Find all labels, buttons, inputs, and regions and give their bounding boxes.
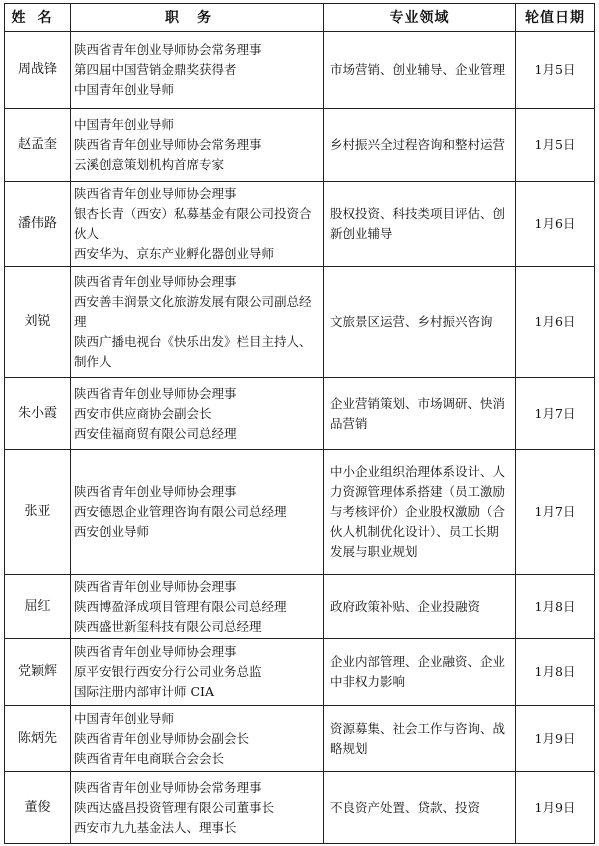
table-row	[5, 378, 595, 450]
title-line: 陕西省青年创业导师协会理事	[74, 644, 237, 659]
title-line: 陕西省青年创业导师协会理事	[74, 578, 237, 594]
header-field: 专业领域	[324, 4, 516, 32]
title-line: 云溪创意策划机构首席专家	[74, 157, 225, 172]
title-line: 中国青年创业导师	[74, 117, 175, 132]
title-line: 陕西省青年创业导师协会常务理事	[74, 42, 262, 57]
cell-date: 1月9日	[516, 772, 595, 844]
cell-titles	[71, 575, 324, 639]
cell-field: 企业内部管理、企业融资、企业中非权力影响	[324, 639, 516, 706]
table-body	[5, 32, 595, 844]
table-row	[5, 267, 595, 378]
cell-date: 1月6日	[516, 182, 595, 267]
header-title: 职务	[71, 4, 324, 32]
title-line: 西安德恩企业管理咨询有限公司总经理	[74, 504, 287, 519]
cell-name: 周战锋	[5, 32, 71, 109]
title-line: 陕西达盛昌投资管理有限公司董事长	[74, 799, 275, 815]
cell-field: 中小企业组织治理体系设计、人力资源管理体系搭建（员工激励与考核评价）企业股权激励（合伙人机制优化设计）、员工长期发展与职业规划	[324, 450, 516, 575]
cell-name: 张亚	[5, 450, 71, 575]
table-row	[5, 575, 595, 639]
table-header-row	[5, 4, 595, 32]
cell-titles	[71, 706, 324, 772]
title-line: 西安创业导师	[74, 524, 150, 539]
cell-titles	[71, 32, 324, 109]
table-row	[5, 182, 595, 267]
title-line: 陕西盛世新玺科技有限公司总经理	[74, 618, 262, 634]
table-row	[5, 32, 595, 109]
title-line: 陕西省青年创业导师协会理事	[74, 186, 237, 201]
title-line: 国际注册内部审计师 CIA	[74, 684, 215, 699]
cell-name: 朱小霞	[5, 378, 71, 450]
cell-name: 陈炳先	[5, 706, 71, 772]
title-line: 西安佳福商贸有限公司总经理	[74, 425, 237, 441]
cell-titles	[71, 182, 324, 267]
cell-date: 1月5日	[516, 109, 595, 182]
cell-titles	[71, 267, 324, 378]
cell-name: 赵孟奎	[5, 109, 71, 182]
cell-field: 政府政策补贴、企业投融资	[324, 575, 516, 639]
cell-field: 市场营销、创业辅导、企业管理	[324, 32, 516, 109]
cell-field: 企业营销策划、市场调研、快消品营销	[324, 378, 516, 450]
cell-name: 党颖辉	[5, 639, 71, 706]
title-line: 陕西省青年创业导师协会副会长	[74, 730, 250, 746]
title-line: 陕西广播电视台《快乐出发》栏目主持人、制作人	[74, 334, 312, 369]
document-page	[4, 3, 595, 844]
cell-date: 1月6日	[516, 267, 595, 378]
title-line: 西安市供应商协会副会长	[74, 405, 212, 421]
cell-name: 董俊	[5, 772, 71, 844]
cell-date: 1月8日	[516, 575, 595, 639]
table-row	[5, 706, 595, 772]
title-line: 第四届中国营销金鼎奖获得者	[74, 62, 237, 77]
title-line: 陕西省青年创业导师协会理事	[74, 385, 237, 401]
cell-date: 1月9日	[516, 706, 595, 772]
title-line: 陕西省青年创业导师协会理事	[74, 484, 237, 499]
cell-field: 股权投资、科技类项目评估、创新创业辅导	[324, 182, 516, 267]
header-date: 轮值日期	[516, 4, 595, 32]
title-line: 西安市九九基金法人、理事长	[74, 819, 237, 835]
title-line: 陕西省青年创业导师协会理事	[74, 274, 237, 289]
title-line: 西安华为、京东产业孵化器创业导师	[74, 246, 275, 261]
title-line: 银杏长青（西安）私募基金有限公司投资合伙人	[74, 206, 312, 241]
title-line: 陕西省青年电商联合会会长	[74, 750, 225, 766]
table-row	[5, 772, 595, 844]
title-line: 陕西省青年创业导师协会常务理事	[74, 137, 262, 152]
cell-field: 乡村振兴全过程咨询和整村运营	[324, 109, 516, 182]
cell-date: 1月7日	[516, 378, 595, 450]
cell-titles	[71, 109, 324, 182]
mentor-duty-table	[4, 3, 595, 844]
title-line: 陕西省青年创业导师协会常务理事	[74, 779, 262, 795]
cell-name: 潘伟路	[5, 182, 71, 267]
header-name: 姓名	[5, 4, 71, 32]
title-line: 陕西博盈泽成项目管理有限公司总经理	[74, 598, 287, 614]
cell-field: 文旅景区运营、乡村振兴咨询	[324, 267, 516, 378]
table-row	[5, 109, 595, 182]
table-row	[5, 639, 595, 706]
cell-titles	[71, 772, 324, 844]
cell-field: 不良资产处置、贷款、投资	[324, 772, 516, 844]
title-line: 西安善丰润景文化旅游发展有限公司副总经理	[74, 294, 312, 329]
title-line: 中国青年创业导师	[74, 82, 175, 97]
cell-name: 屈红	[5, 575, 71, 639]
title-line: 原平安银行西安分行公司业务总监	[74, 664, 262, 679]
cell-date: 1月8日	[516, 639, 595, 706]
cell-date: 1月7日	[516, 450, 595, 575]
cell-titles	[71, 639, 324, 706]
cell-titles	[71, 450, 324, 575]
cell-name: 刘锐	[5, 267, 71, 378]
title-line: 中国青年创业导师	[74, 710, 175, 726]
cell-titles	[71, 378, 324, 450]
cell-field: 资源募集、社会工作与咨询、战略规划	[324, 706, 516, 772]
table-row	[5, 450, 595, 575]
cell-date: 1月5日	[516, 32, 595, 109]
